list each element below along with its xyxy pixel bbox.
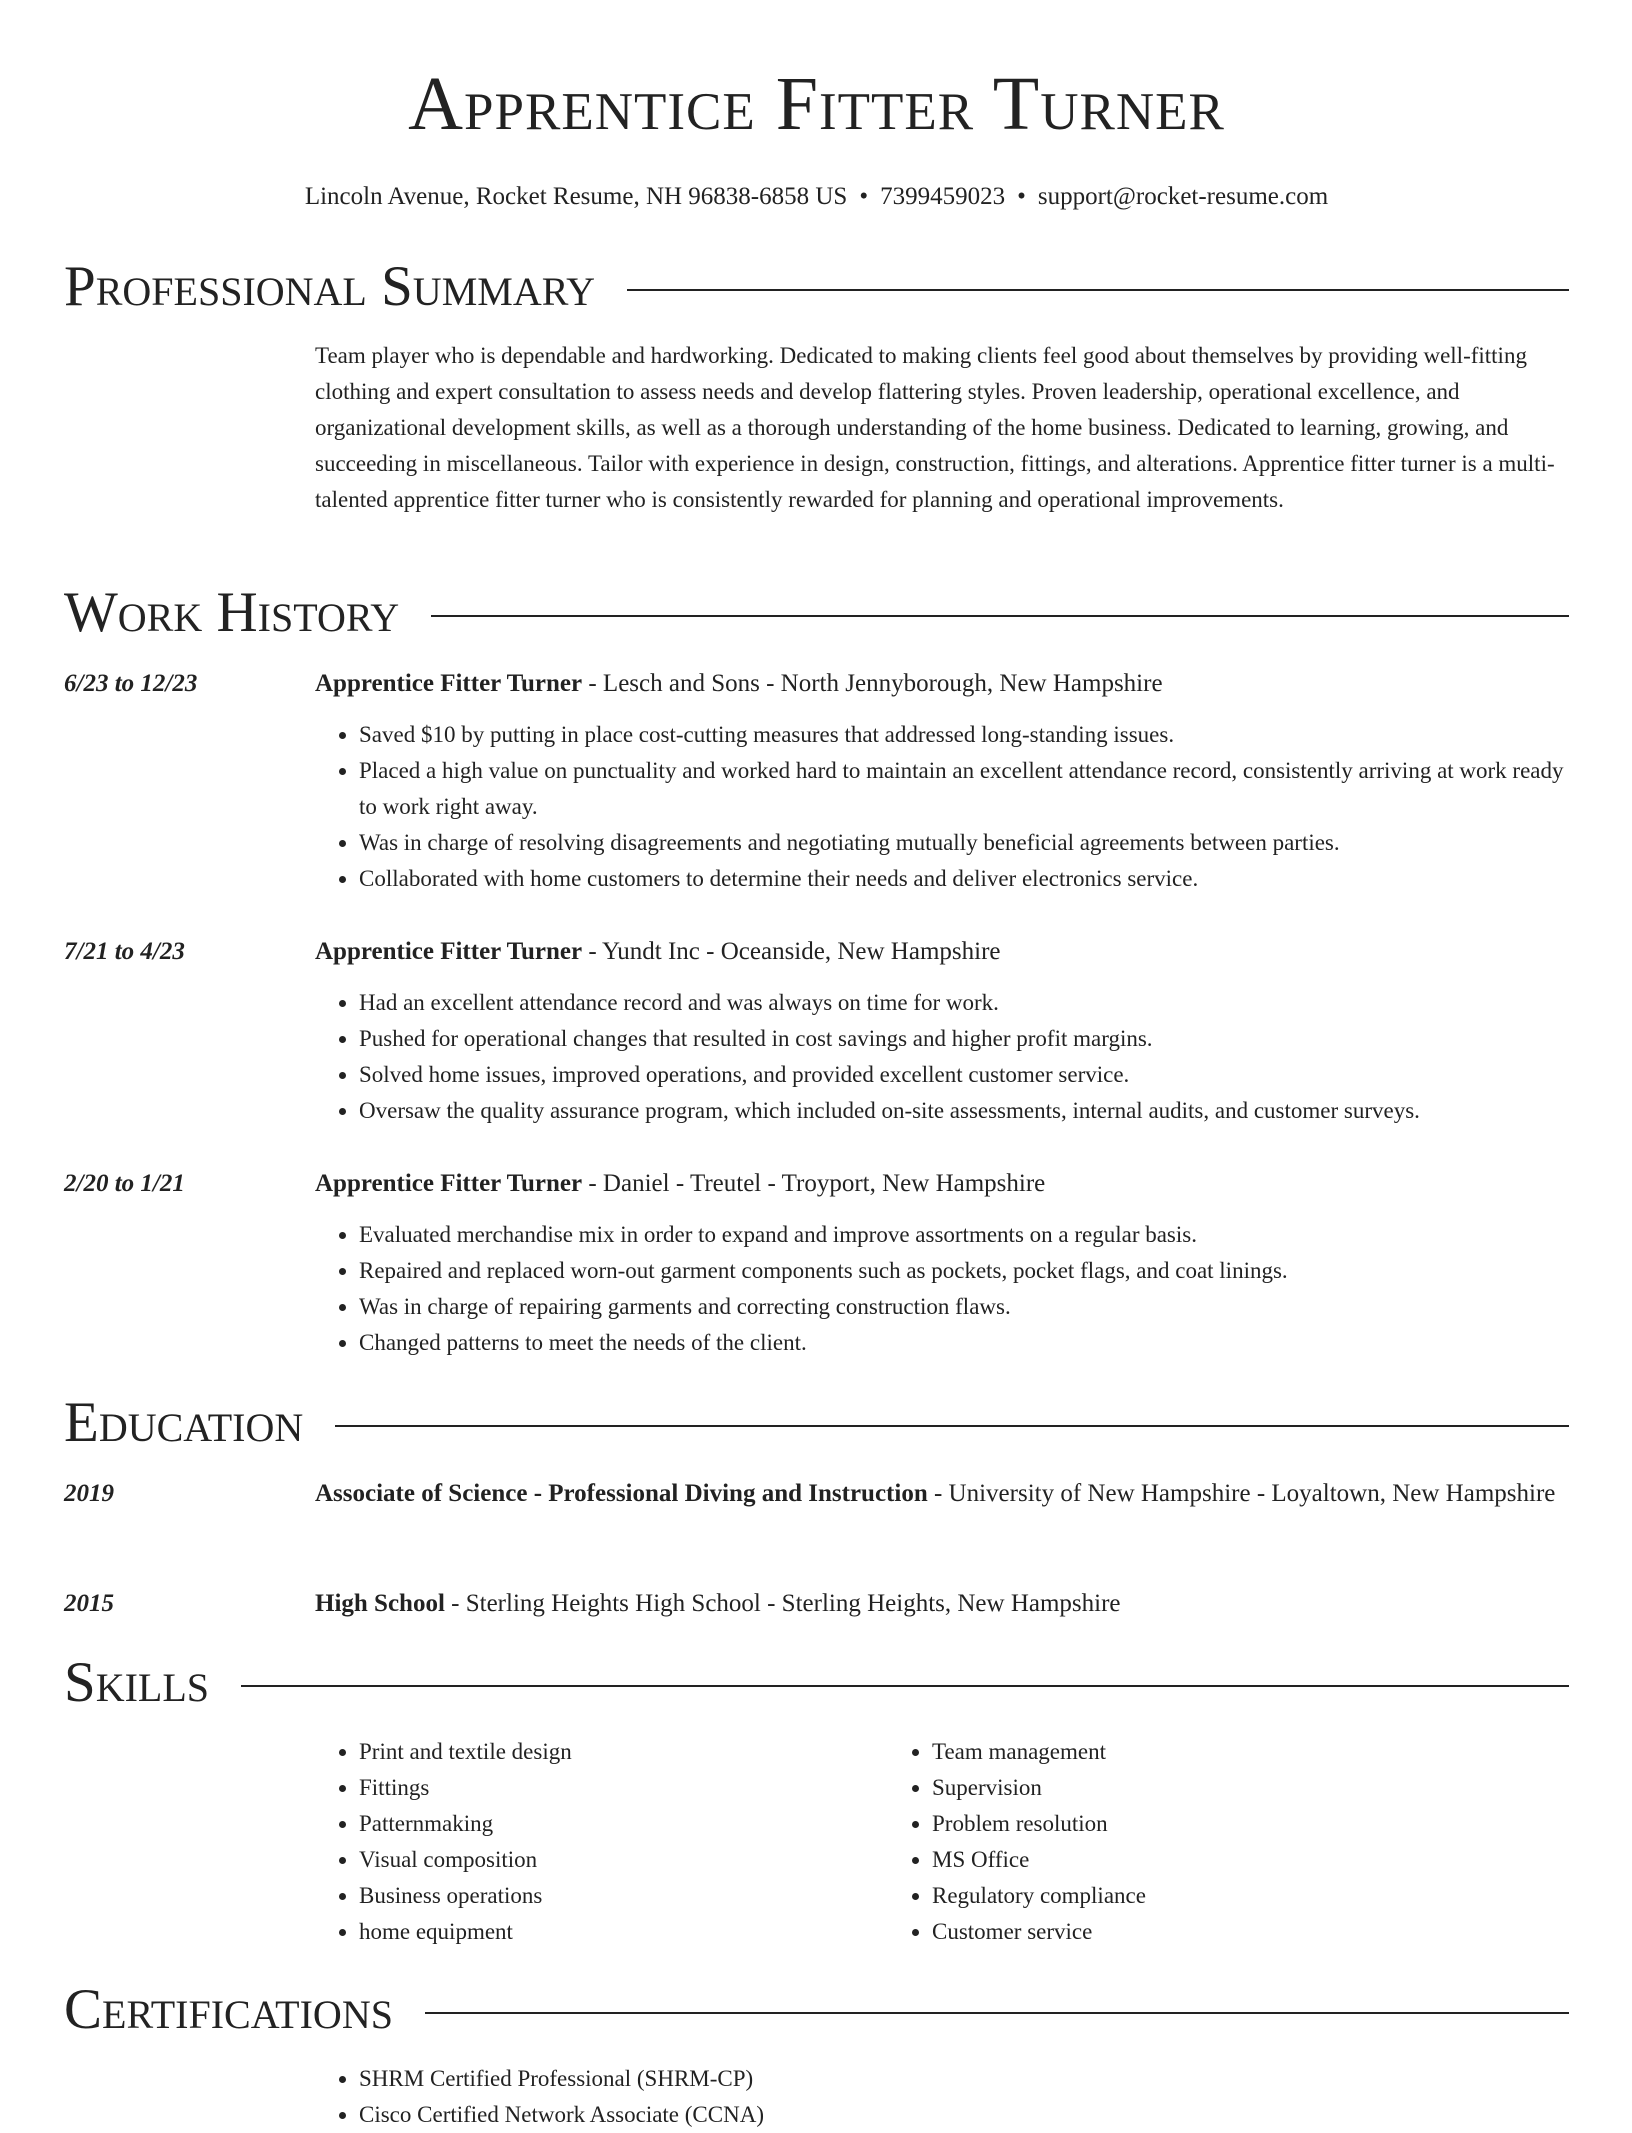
- contact-email[interactable]: support@rocket-resume.com: [1037, 183, 1329, 210]
- section-divider: [431, 615, 1569, 617]
- list-item: • Pushed for operational changes that resulted in cost savings and higher profit margins.: [359, 1021, 1569, 1057]
- section-title-education: Education: [64, 1391, 304, 1454]
- contact-address: Lincoln Avenue, Rocket Resume, NH 96838-6858 US: [304, 183, 848, 210]
- section-divider: [425, 2012, 1569, 2014]
- list-item: • Changed patterns to meet the needs of the client.: [359, 1325, 1569, 1361]
- section-divider: [627, 289, 1569, 291]
- section-divider: [241, 1685, 1569, 1687]
- degree-name: High School: [315, 1590, 445, 1617]
- contact-phone: 7399459023: [880, 183, 1006, 210]
- school-details: - University of New Hampshire - Loyaltown, New Hampshire: [927, 1480, 1556, 1507]
- candidate-name: Apprentice Fitter Turner: [408, 62, 1225, 146]
- separator-dot: •: [859, 183, 869, 210]
- work-entry: [64, 664, 1569, 897]
- work-entry: [64, 932, 1569, 1129]
- education-entry: [64, 1584, 1569, 1624]
- work-heading: [315, 664, 1569, 704]
- degree-name: Associate of Science - Professional Diving and Instruction: [315, 1480, 928, 1507]
- work-heading: [315, 1164, 1569, 1204]
- work-dates: 7/21 to 4/23: [64, 938, 185, 965]
- skills-list: [315, 1734, 1569, 1950]
- job-title: Apprentice Fitter Turner: [315, 670, 583, 697]
- work-dates: 6/23 to 12/23: [64, 670, 198, 697]
- education-year: 2015: [64, 1590, 114, 1617]
- certifications-list: [315, 2061, 1569, 2133]
- work-entry: [64, 1164, 1569, 1361]
- skill-item: • Supervision: [932, 1770, 1461, 1806]
- skills-column-right: [888, 1734, 1461, 1950]
- section-header-summary: [64, 257, 1569, 317]
- section-title-certifications: Certifications: [64, 1978, 393, 2041]
- work-bullets: [315, 717, 1569, 897]
- job-title: Apprentice Fitter Turner: [315, 938, 583, 965]
- contact-line: [64, 182, 1569, 212]
- resume-page: [64, 0, 1569, 2127]
- separator-dot: •: [1017, 183, 1026, 210]
- skill-item: • Problem resolution: [932, 1806, 1461, 1842]
- section-divider: [335, 1425, 1569, 1427]
- list-item: • Was in charge of resolving disagreements and negotiating mutually beneficial agreements between parties.: [359, 825, 1569, 861]
- list-item: • Solved home issues, improved operations, and provided excellent customer service.: [359, 1057, 1569, 1093]
- certifications-bullets: [315, 2061, 1569, 2133]
- summary-text: Team player who is dependable and hardworking. Dedicated to making clients feel good about themselves by providing well-fitting clothing and expert consultation to assess needs and develop flattering styles. Proven leadership, operational excellence, and organizational development skills, as well as a thorough understanding of the home business. Dedicated to learning, growing, and succeeding in miscellaneous. Tailor with experience in design, construction, fittings, and alterations. Apprentice fitter turner is a multi-talented apprentice fitter turner who is consistently rewarded for planning and operational improvements.: [315, 343, 1555, 512]
- certification-item: • SHRM Certified Professional (SHRM-CP): [359, 2061, 1569, 2097]
- section-title-skills: Skills: [64, 1651, 210, 1714]
- job-title: Apprentice Fitter Turner: [315, 1170, 583, 1197]
- work-bullets: [315, 985, 1569, 1129]
- section-header-education: [64, 1393, 1569, 1453]
- education-entry: [64, 1474, 1569, 1514]
- summary-block: [315, 338, 1569, 518]
- education-year: 2019: [64, 1480, 114, 1507]
- skill-item: • Print and textile design: [359, 1734, 888, 1770]
- job-details: - Daniel - Treutel - Troyport, New Hampshire: [582, 1170, 1046, 1197]
- work-bullets: [315, 1217, 1569, 1361]
- list-item: • Placed a high value on punctuality and worked hard to maintain an excellent attendance record, consistently arriving at work ready to work right away.: [359, 753, 1569, 825]
- list-item: • Was in charge of repairing garments and correcting construction flaws.: [359, 1289, 1569, 1325]
- skill-item: • Team management: [932, 1734, 1461, 1770]
- school-details: - Sterling Heights High School - Sterling Heights, New Hampshire: [444, 1590, 1121, 1617]
- list-item: • Evaluated merchandise mix in order to expand and improve assortments on a regular basis.: [359, 1217, 1569, 1253]
- list-item: • Collaborated with home customers to determine their needs and deliver electronics service.: [359, 861, 1569, 897]
- list-item: • Saved $10 by putting in place cost-cutting measures that addressed long-standing issues.: [359, 717, 1569, 753]
- certification-item: • Cisco Certified Network Associate (CCNA): [359, 2097, 1569, 2133]
- list-item: • Had an excellent attendance record and was always on time for work.: [359, 985, 1569, 1021]
- section-title-summary: Professional Summary: [64, 255, 596, 318]
- skill-item: • Regulatory compliance: [932, 1878, 1461, 1914]
- job-details: - Yundt Inc - Oceanside, New Hampshire: [582, 938, 1001, 965]
- skill-item: • Fittings: [359, 1770, 888, 1806]
- skills-column-left: [315, 1734, 888, 1950]
- section-title-work: Work History: [64, 581, 400, 644]
- list-item: • Repaired and replaced worn-out garment components such as pockets, pocket flags, and coat linings.: [359, 1253, 1569, 1289]
- education-heading: [315, 1474, 1569, 1514]
- work-heading: [315, 932, 1569, 972]
- skill-item: • Business operations: [359, 1878, 888, 1914]
- section-header-skills: [64, 1653, 1569, 1713]
- skill-item: • MS Office: [932, 1842, 1461, 1878]
- education-heading: [315, 1584, 1569, 1624]
- skill-item: • Patternmaking: [359, 1806, 888, 1842]
- skill-item: • Customer service: [932, 1914, 1461, 1950]
- section-header-work: [64, 583, 1569, 643]
- skill-item: • home equipment: [359, 1914, 888, 1950]
- section-header-certifications: [64, 1980, 1569, 2040]
- skill-item: • Visual composition: [359, 1842, 888, 1878]
- work-dates: 2/20 to 1/21: [64, 1170, 185, 1197]
- list-item: • Oversaw the quality assurance program, which included on-site assessments, internal audits, and customer surveys.: [359, 1093, 1569, 1129]
- job-details: - Lesch and Sons - North Jennyborough, New Hampshire: [582, 670, 1163, 697]
